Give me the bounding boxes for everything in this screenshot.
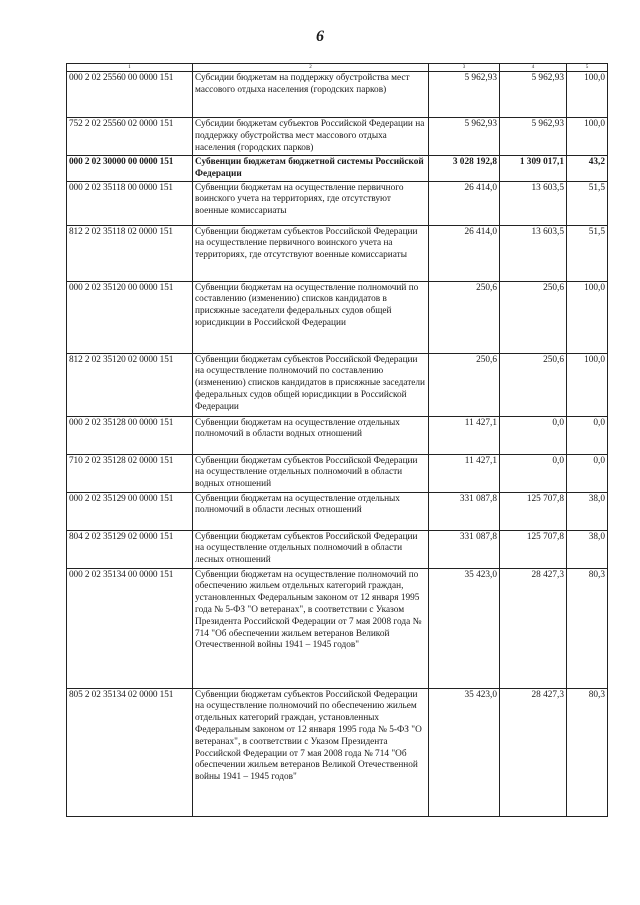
plan-amount-cell: 26 414,0 (429, 181, 500, 225)
percent-cell: 51,5 (567, 225, 608, 281)
description-cell: Субвенции бюджетам субъектов Российской Федерации на осуществление отдельных полномочий в области лесных отношений (193, 530, 429, 568)
budget-code-cell: 812 2 02 35120 02 0000 151 (67, 353, 193, 416)
budget-code-cell: 000 2 02 35120 00 0000 151 (67, 281, 193, 353)
fact-amount-cell: 125 707,8 (500, 492, 567, 530)
budget-code-cell: 000 2 02 35128 00 0000 151 (67, 416, 193, 454)
column-number: 5 (567, 64, 608, 72)
percent-cell: 80,3 (567, 568, 608, 688)
percent-cell: 100,0 (567, 281, 608, 353)
fact-amount-cell: 250,6 (500, 281, 567, 353)
fact-amount-cell: 13 603,5 (500, 225, 567, 281)
percent-cell: 38,0 (567, 530, 608, 568)
budget-table (66, 63, 608, 817)
plan-amount-cell: 11 427,1 (429, 454, 500, 492)
fact-amount-cell: 28 427,3 (500, 568, 567, 688)
fact-amount-cell: 250,6 (500, 353, 567, 416)
description-cell: Субвенции бюджетам субъектов Российской Федерации на осуществление полномочий по составлению (изменению) списков кандидатов в присяжные заседатели федеральных судов общей юрисдикции в Российской Федерации (193, 353, 429, 416)
column-number: 4 (500, 64, 567, 72)
budget-code-cell: 710 2 02 35128 02 0000 151 (67, 454, 193, 492)
table-row (67, 688, 608, 816)
column-number-row (67, 64, 608, 72)
budget-code-cell: 000 2 02 30000 00 0000 151 (67, 156, 193, 182)
plan-amount-cell: 11 427,1 (429, 416, 500, 454)
plan-amount-cell: 5 962,93 (429, 118, 500, 156)
plan-amount-cell: 331 087,8 (429, 492, 500, 530)
plan-amount-cell: 250,6 (429, 281, 500, 353)
description-cell: Субвенции бюджетам субъектов Российской Федерации на осуществление полномочий по обеспечению жильем отдельных категорий граждан, установленных Федеральным законом от 12 января 1995 года № 5-ФЗ "О ветеранах", в соответствии с Указом Президента Российской Федерации от 7 мая 2008 года № 714 "Об обеспечении жильем ветеранов Великой Отечественной войны 1941 – 1945 годов" (193, 688, 429, 816)
fact-amount-cell: 0,0 (500, 454, 567, 492)
table-row (67, 416, 608, 454)
table-row (67, 72, 608, 118)
budget-code-cell: 804 2 02 35129 02 0000 151 (67, 530, 193, 568)
budget-code-cell: 805 2 02 35134 02 0000 151 (67, 688, 193, 816)
column-number: 2 (193, 64, 429, 72)
table-row (67, 156, 608, 182)
plan-amount-cell: 3 028 192,8 (429, 156, 500, 182)
description-cell: Субвенции бюджетам бюджетной системы Российской Федерации (193, 156, 429, 182)
fact-amount-cell: 125 707,8 (500, 530, 567, 568)
plan-amount-cell: 35 423,0 (429, 688, 500, 816)
plan-amount-cell: 250,6 (429, 353, 500, 416)
page-number: 6 (316, 28, 324, 45)
description-cell: Субсидии бюджетам субъектов Российской Федерации на поддержку обустройства мест массового отдыха населения (городских парков) (193, 118, 429, 156)
percent-cell: 80,3 (567, 688, 608, 816)
fact-amount-cell: 13 603,5 (500, 181, 567, 225)
percent-cell: 0,0 (567, 416, 608, 454)
percent-cell: 0,0 (567, 454, 608, 492)
table-row (67, 492, 608, 530)
table-row (67, 181, 608, 225)
column-number: 3 (429, 64, 500, 72)
plan-amount-cell: 5 962,93 (429, 72, 500, 118)
description-cell: Субвенции бюджетам субъектов Российской Федерации на осуществление первичного воинского учета на территориях, где отсутствуют военные комиссариаты (193, 225, 429, 281)
percent-cell: 51,5 (567, 181, 608, 225)
table-row (67, 281, 608, 353)
percent-cell: 100,0 (567, 353, 608, 416)
fact-amount-cell: 0,0 (500, 416, 567, 454)
budget-code-cell: 000 2 02 25560 00 0000 151 (67, 72, 193, 118)
column-number: 1 (67, 64, 193, 72)
budget-code-cell: 752 2 02 25560 02 0000 151 (67, 118, 193, 156)
description-cell: Субвенции бюджетам на осуществление первичного воинского учета на территориях, где отсутствуют военные комиссариаты (193, 181, 429, 225)
plan-amount-cell: 26 414,0 (429, 225, 500, 281)
percent-cell: 100,0 (567, 118, 608, 156)
percent-cell: 100,0 (567, 72, 608, 118)
fact-amount-cell: 5 962,93 (500, 72, 567, 118)
table-row (67, 225, 608, 281)
fact-amount-cell: 28 427,3 (500, 688, 567, 816)
plan-amount-cell: 35 423,0 (429, 568, 500, 688)
table-row (67, 353, 608, 416)
percent-cell: 43,2 (567, 156, 608, 182)
description-cell: Субсидии бюджетам на поддержку обустройства мест массового отдыха населения (городских парков) (193, 72, 429, 118)
fact-amount-cell: 1 309 017,1 (500, 156, 567, 182)
plan-amount-cell: 331 087,8 (429, 530, 500, 568)
budget-code-cell: 000 2 02 35134 00 0000 151 (67, 568, 193, 688)
budget-code-cell: 000 2 02 35129 00 0000 151 (67, 492, 193, 530)
description-cell: Субвенции бюджетам на осуществление отдельных полномочий в области водных отношений (193, 416, 429, 454)
table-row (67, 118, 608, 156)
description-cell: Субвенции бюджетам субъектов Российской Федерации на осуществление отдельных полномочий в области водных отношений (193, 454, 429, 492)
percent-cell: 38,0 (567, 492, 608, 530)
table-row (67, 568, 608, 688)
budget-code-cell: 000 2 02 35118 00 0000 151 (67, 181, 193, 225)
description-cell: Субвенции бюджетам на осуществление полномочий по обеспечению жильем отдельных категорий граждан, установленных Федеральным законом от 12 января 1995 года № 5-ФЗ "О ветеранах", в соответствии с Указом Президента Российской Федерации от 7 мая 2008 года № 714 "Об обеспечении жильем ветеранов Великой Отечественной войны 1941 – 1945 годов" (193, 568, 429, 688)
description-cell: Субвенции бюджетам на осуществление отдельных полномочий в области лесных отношений (193, 492, 429, 530)
table-row (67, 530, 608, 568)
fact-amount-cell: 5 962,93 (500, 118, 567, 156)
budget-code-cell: 812 2 02 35118 02 0000 151 (67, 225, 193, 281)
description-cell: Субвенции бюджетам на осуществление полномочий по составлению (изменению) списков кандидатов в присяжные заседатели федеральных судов общей юрисдикции в Российской Федерации (193, 281, 429, 353)
table-row (67, 454, 608, 492)
